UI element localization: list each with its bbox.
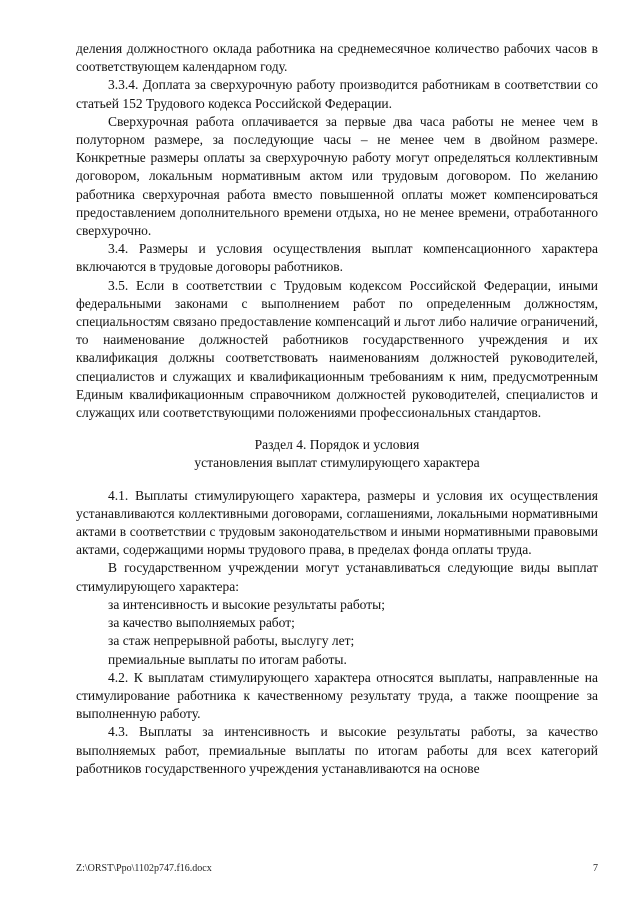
payment-types-list bbox=[76, 596, 598, 669]
paragraph-4-1: 4.1. Выплаты стимулирующего характера, размеры и условия их осуществления устанавливаются коллективными договорами, соглашениями, локальными нормативными актами в соответствии с трудовым законодательством и иными нормативными правовыми актами, содержащими нормы трудового права, в пределах фонда оплаты труда. bbox=[76, 487, 598, 558]
section-heading-line2: установления выплат стимулирующего характера bbox=[194, 455, 480, 471]
paragraph-overtime: Сверхурочная работа оплачивается за первые два часа работы не менее чем в полуторном размере, за последующие часы – не менее чем в двойном размере. Конкретные размеры оплаты за сверхурочную работу могут определяться коллективным договором, локальным нормативным актом или трудовым договором. По желанию работника сверхурочная работа вместо повышенной оплаты может компенсироваться предоставлением дополнительного времени отдыха, но не менее времени, отработанного сверхурочно. bbox=[76, 113, 598, 239]
section-heading-line1: Раздел 4. Порядок и условия bbox=[254, 437, 420, 453]
list-item: за интенсивность и высокие результаты работы; bbox=[108, 596, 385, 612]
body-top bbox=[76, 40, 598, 422]
page-footer bbox=[76, 860, 598, 878]
paragraph-3-4: 3.4. Размеры и условия осуществления выплат компенсационного характера включаются в трудовые договоры работников. bbox=[76, 241, 598, 275]
list-item: за стаж непрерывной работы, выслугу лет; bbox=[108, 633, 355, 649]
list-item: премиальные выплаты по итогам работы. bbox=[108, 651, 347, 667]
section-4-body bbox=[76, 487, 598, 778]
paragraph-4-3: 4.3. Выплаты за интенсивность и высокие результаты работы, за качество выполняемых работ, премиальные выплаты по итогам работы для всех категорий работников государственного учреждения устанавливаются на основе bbox=[76, 724, 598, 776]
page-number: 7 bbox=[593, 863, 598, 874]
paragraph-4-2: 4.2. К выплатам стимулирующего характера относятся выплаты, направленные на стимулирование работника к качественному результату труда, а также поощрение за выполненную работу. bbox=[76, 669, 598, 722]
footer-file-path: Z:\ORST\Ppo\1102p747.f16.docx bbox=[76, 863, 212, 874]
paragraph-continuation: деления должностного оклада работника на среднемесячное количество рабочих часов в соответствующем календарном году. bbox=[76, 41, 598, 75]
list-item: за качество выполняемых работ; bbox=[108, 615, 295, 631]
section-heading bbox=[76, 436, 598, 472]
paragraph-types-intro: В государственном учреждении могут устанавливаться следующие виды выплат стимулирующего характера: bbox=[76, 560, 598, 594]
paragraph-3-5: 3.5. Если в соответствии с Трудовым кодексом Российской Федерации, иными федеральными законами с выполнением работ по определенным должностям, специальностям связано предоставление компенсаций и льгот либо наличие ограничений, то наименование должностей работников государственного учреждения и их квалификация должны соответствовать наименованиям должностей руководителей, специалистов и служащих и квалификационным требованиям к ним, предусмотренным Единым квалификационным справочником должностей руководителей, специалистов и служащих или соответствующими положениями профессиональных стандартов. bbox=[76, 277, 598, 421]
paragraph-3-3-4: 3.3.4. Доплата за сверхурочную работу производится работникам в соответствии со статьей 152 Трудового кодекса Российской Федерации. bbox=[76, 77, 598, 111]
